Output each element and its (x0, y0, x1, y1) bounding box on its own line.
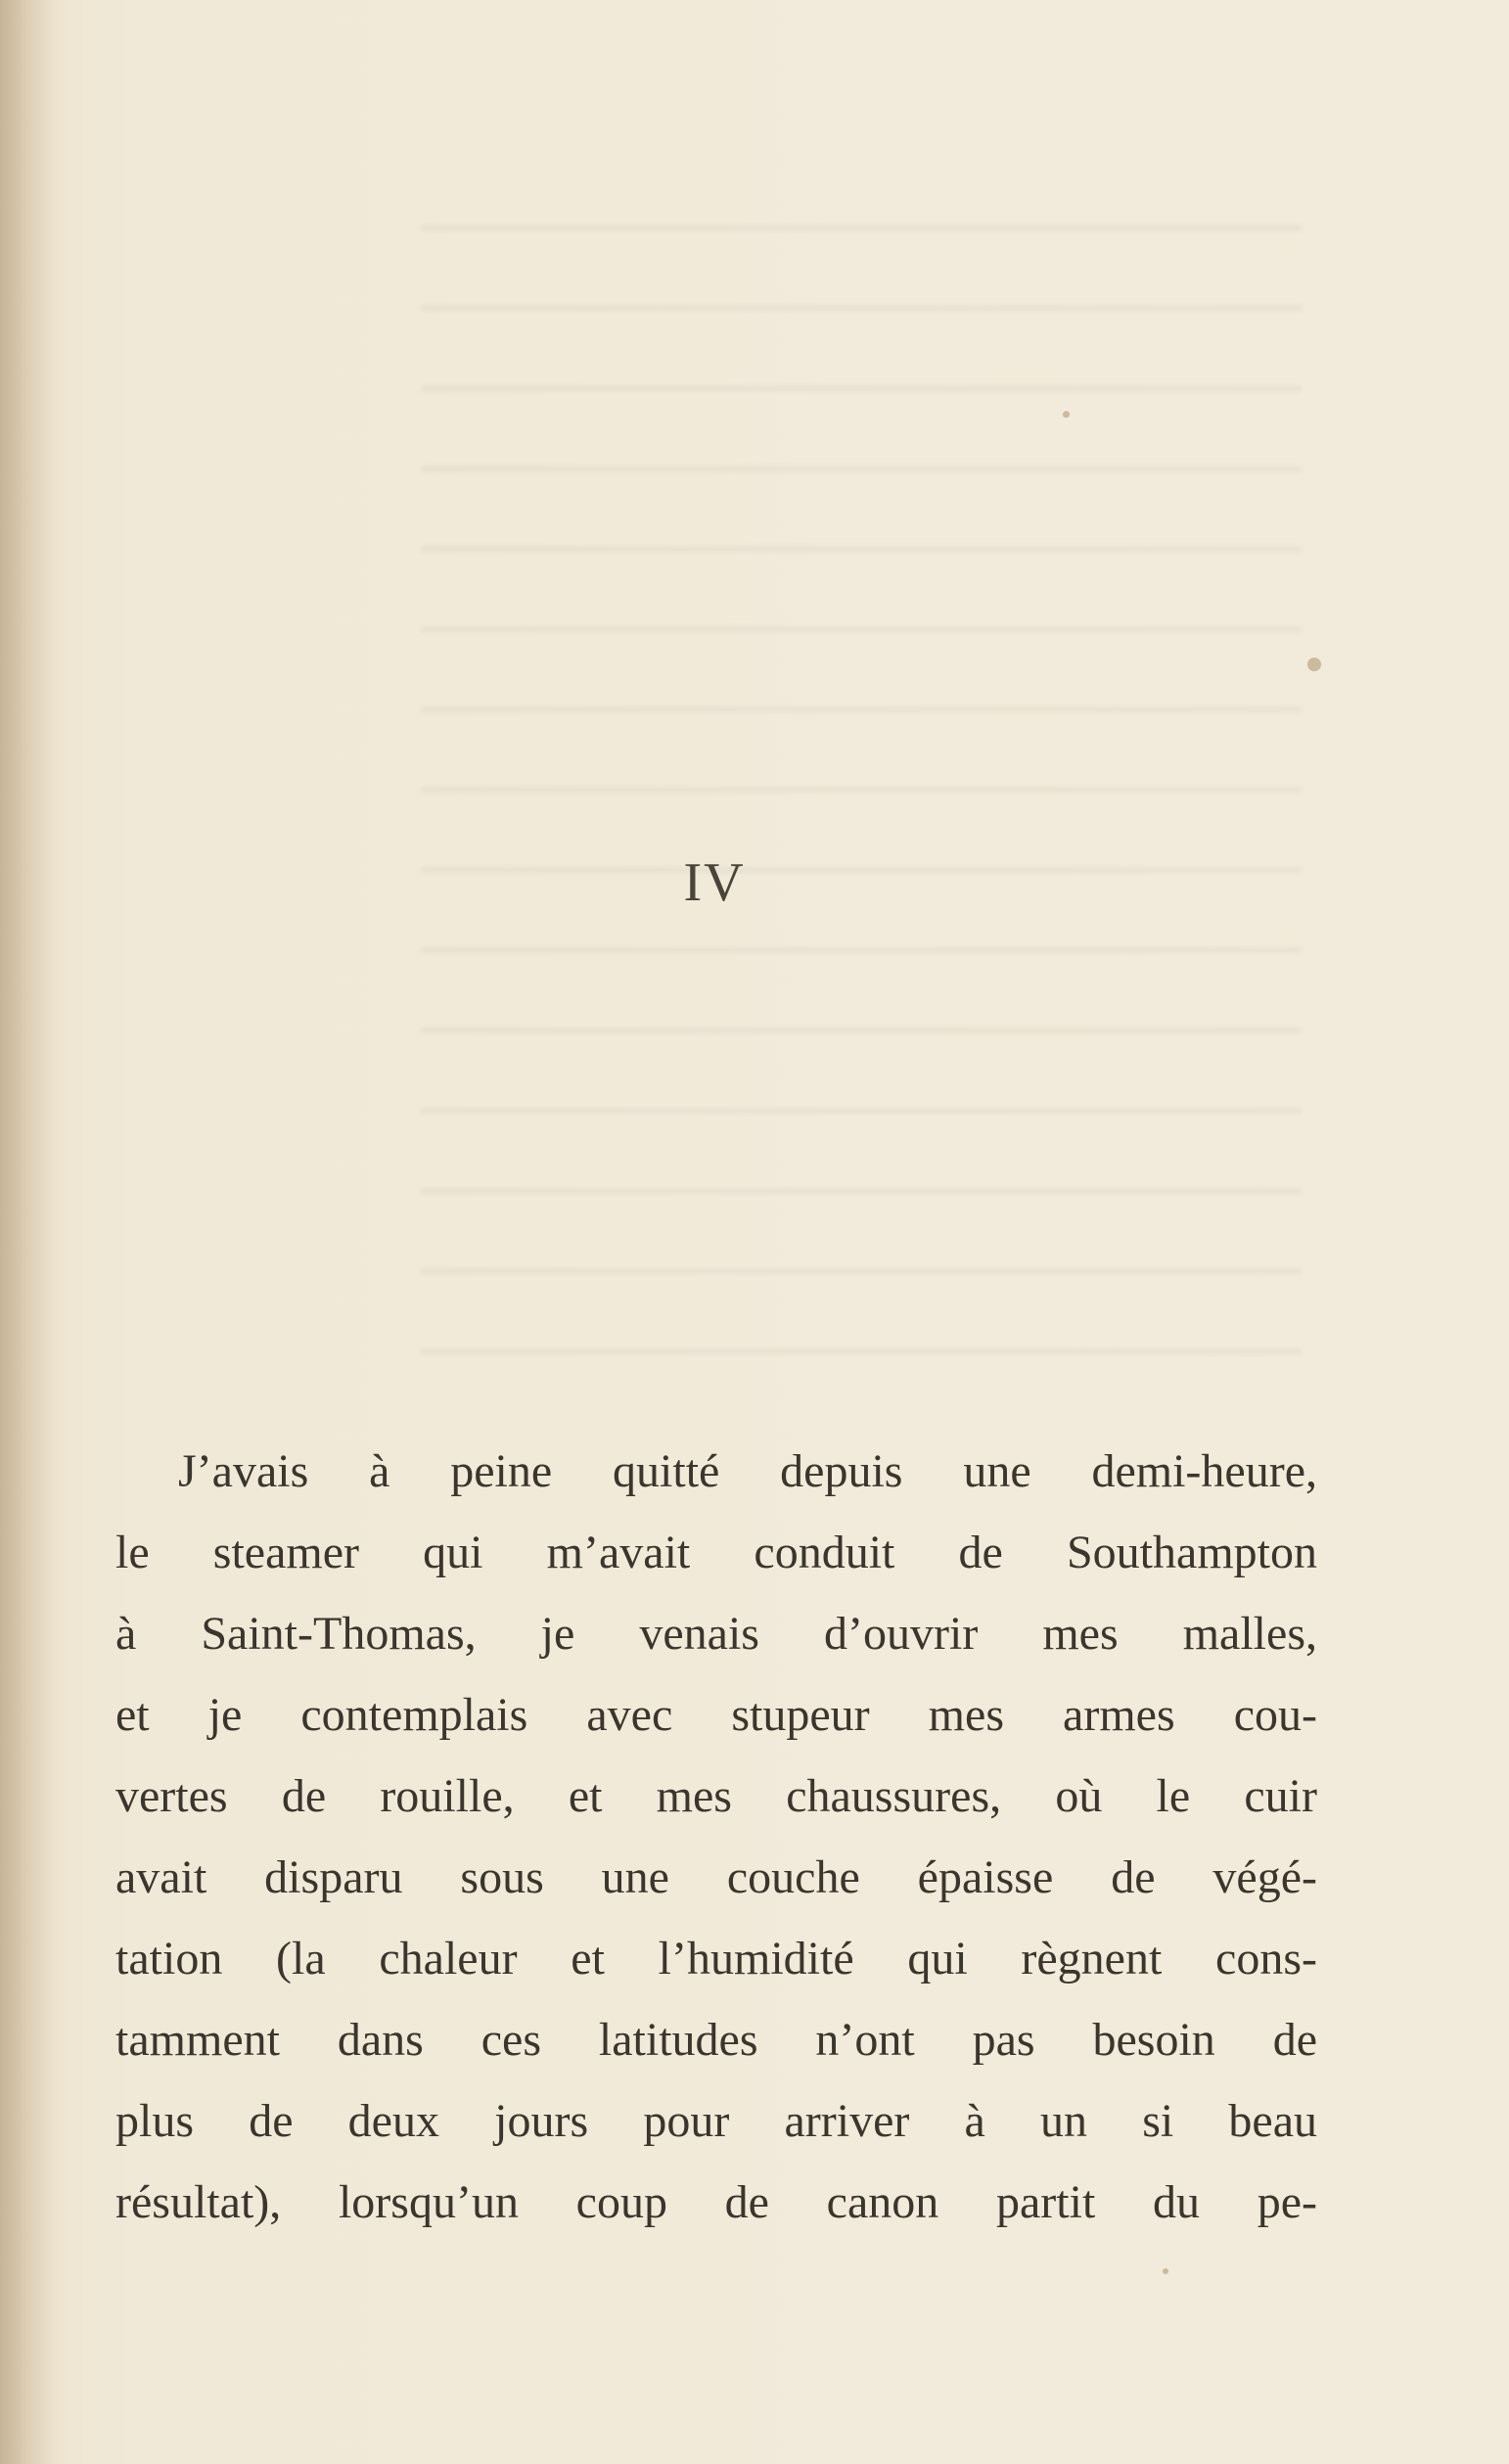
text-line: vertes de rouille, et mes chaussures, où le cuir (115, 1770, 1317, 1822)
text-line: le steamer qui m’avait conduit de Southampton (115, 1527, 1317, 1578)
paper-speck (1063, 411, 1070, 418)
text-line: avait disparu sous une couche épaisse de végé- (115, 1851, 1317, 1903)
text-line: plus de deux jours pour arriver à un si beau (115, 2095, 1317, 2147)
paper-speck (1307, 658, 1321, 671)
text-line: et je contemplais avec stupeur mes armes cou- (115, 1689, 1317, 1741)
show-through-text (421, 225, 1302, 1399)
text-line: résultat), lorsqu’un coup de canon partit du pe- (115, 2176, 1317, 2228)
page-edge-shadow (0, 0, 54, 2464)
text-line: à Saint-Thomas, je venais d’ouvrir mes malles, (115, 1608, 1317, 1660)
chapter-heading: IV (683, 852, 746, 913)
body-paragraph (115, 1431, 1317, 2243)
text-line: J’avais à peine quitté depuis une demi-heure, (178, 1445, 1317, 1497)
text-line: tation (la chaleur et l’humidité qui règnent cons- (115, 1933, 1317, 1985)
paper-speck (1163, 2268, 1168, 2274)
text-line: tamment dans ces latitudes n’ont pas besoin de (115, 2014, 1317, 2066)
